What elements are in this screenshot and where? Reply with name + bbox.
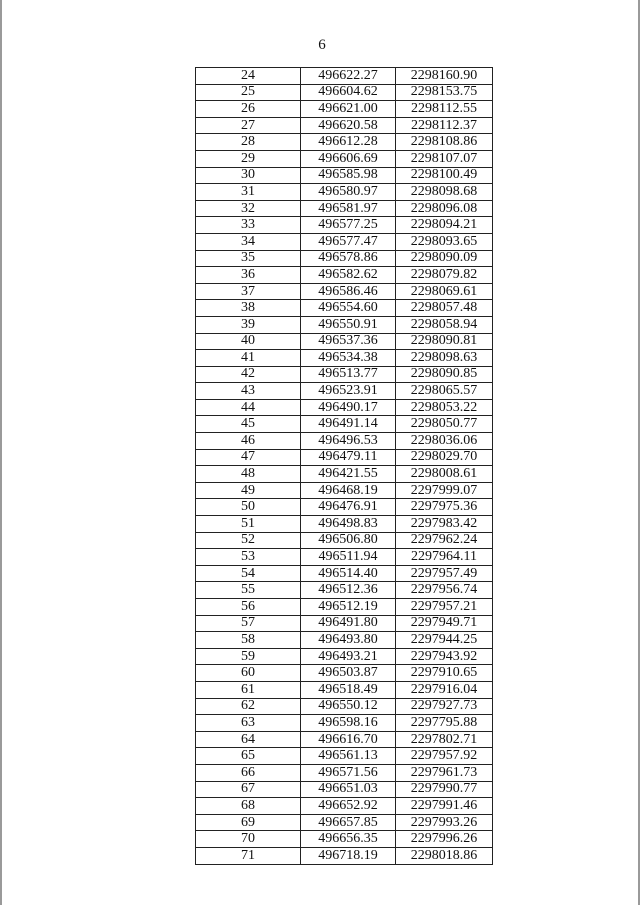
y-coordinate-cell: 2297962.24: [396, 532, 493, 549]
y-coordinate-cell: 2298093.65: [396, 233, 493, 250]
x-coordinate-cell: 496468.19: [301, 482, 396, 499]
x-coordinate-cell: 496581.97: [301, 200, 396, 217]
table-row: [196, 399, 493, 416]
y-coordinate-cell: 2298058.94: [396, 316, 493, 333]
point-number-cell: 61: [196, 681, 301, 698]
table-row: [196, 449, 493, 466]
x-coordinate-cell: 496616.70: [301, 731, 396, 748]
x-coordinate-cell: 496491.80: [301, 615, 396, 632]
y-coordinate-cell: 2298090.09: [396, 250, 493, 267]
table-row: [196, 267, 493, 284]
y-coordinate-cell: 2298053.22: [396, 399, 493, 416]
y-coordinate-cell: 2298153.75: [396, 84, 493, 101]
table-row: [196, 184, 493, 201]
x-coordinate-cell: 496585.98: [301, 167, 396, 184]
table-row: [196, 599, 493, 616]
y-coordinate-cell: 2297983.42: [396, 516, 493, 533]
x-coordinate-cell: 496534.38: [301, 350, 396, 367]
point-number-cell: 45: [196, 416, 301, 433]
x-coordinate-cell: 496561.13: [301, 748, 396, 765]
y-coordinate-cell: 2298079.82: [396, 267, 493, 284]
table-row: [196, 731, 493, 748]
table-row: [196, 350, 493, 367]
y-coordinate-cell: 2298100.49: [396, 167, 493, 184]
point-number-cell: 56: [196, 599, 301, 616]
table-row: [196, 84, 493, 101]
table-row: [196, 532, 493, 549]
x-coordinate-cell: 496503.87: [301, 665, 396, 682]
x-coordinate-cell: 496512.19: [301, 599, 396, 616]
point-number-cell: 27: [196, 117, 301, 134]
y-coordinate-cell: 2297957.49: [396, 565, 493, 582]
y-coordinate-cell: 2298008.61: [396, 466, 493, 483]
y-coordinate-cell: 2298057.48: [396, 300, 493, 317]
y-coordinate-cell: 2297943.92: [396, 648, 493, 665]
x-coordinate-cell: 496550.12: [301, 698, 396, 715]
y-coordinate-cell: 2298036.06: [396, 433, 493, 450]
table-row: [196, 300, 493, 317]
x-coordinate-cell: 496571.56: [301, 764, 396, 781]
table-row: [196, 117, 493, 134]
y-coordinate-cell: 2297956.74: [396, 582, 493, 599]
y-coordinate-cell: 2297990.77: [396, 781, 493, 798]
y-coordinate-cell: 2297975.36: [396, 499, 493, 516]
table-row: [196, 233, 493, 250]
point-number-cell: 43: [196, 383, 301, 400]
table-row: [196, 466, 493, 483]
y-coordinate-cell: 2298108.86: [396, 134, 493, 151]
y-coordinate-cell: 2298029.70: [396, 449, 493, 466]
x-coordinate-cell: 496598.16: [301, 715, 396, 732]
page-number: 6: [318, 37, 326, 53]
point-number-cell: 44: [196, 399, 301, 416]
point-number-cell: 50: [196, 499, 301, 516]
x-coordinate-cell: 496523.91: [301, 383, 396, 400]
table-row: [196, 632, 493, 649]
table-row: [196, 665, 493, 682]
table-row: [196, 748, 493, 765]
y-coordinate-cell: 2298107.07: [396, 150, 493, 167]
table-row: [196, 814, 493, 831]
x-coordinate-cell: 496657.85: [301, 814, 396, 831]
point-number-cell: 57: [196, 615, 301, 632]
y-coordinate-cell: 2298094.21: [396, 217, 493, 234]
point-number-cell: 41: [196, 350, 301, 367]
y-coordinate-cell: 2297927.73: [396, 698, 493, 715]
table-row: [196, 648, 493, 665]
point-number-cell: 49: [196, 482, 301, 499]
x-coordinate-cell: 496512.36: [301, 582, 396, 599]
point-number-cell: 60: [196, 665, 301, 682]
x-coordinate-cell: 496476.91: [301, 499, 396, 516]
y-coordinate-cell: 2297795.88: [396, 715, 493, 732]
y-coordinate-cell: 2298090.85: [396, 366, 493, 383]
point-number-cell: 48: [196, 466, 301, 483]
x-coordinate-cell: 496656.35: [301, 831, 396, 848]
point-number-cell: 29: [196, 150, 301, 167]
x-coordinate-cell: 496506.80: [301, 532, 396, 549]
point-number-cell: 42: [196, 366, 301, 383]
point-number-cell: 54: [196, 565, 301, 582]
table-row: [196, 416, 493, 433]
point-number-cell: 28: [196, 134, 301, 151]
point-number-cell: 36: [196, 267, 301, 284]
x-coordinate-cell: 496513.77: [301, 366, 396, 383]
point-number-cell: 32: [196, 200, 301, 217]
table-row: [196, 681, 493, 698]
y-coordinate-cell: 2298098.63: [396, 350, 493, 367]
table-row: [196, 516, 493, 533]
y-coordinate-cell: 2297996.26: [396, 831, 493, 848]
point-number-cell: 55: [196, 582, 301, 599]
table-row: [196, 499, 493, 516]
table-row: [196, 615, 493, 632]
y-coordinate-cell: 2297961.73: [396, 764, 493, 781]
y-coordinate-cell: 2297949.71: [396, 615, 493, 632]
x-coordinate-cell: 496491.14: [301, 416, 396, 433]
coordinates-table: [195, 67, 493, 865]
y-coordinate-cell: 2297944.25: [396, 632, 493, 649]
table-row: [196, 847, 493, 864]
point-number-cell: 30: [196, 167, 301, 184]
table-row: [196, 549, 493, 566]
y-coordinate-cell: 2297957.21: [396, 599, 493, 616]
point-number-cell: 70: [196, 831, 301, 848]
point-number-cell: 53: [196, 549, 301, 566]
y-coordinate-cell: 2298098.68: [396, 184, 493, 201]
y-coordinate-cell: 2298069.61: [396, 283, 493, 300]
table-row: [196, 383, 493, 400]
table-row: [196, 582, 493, 599]
y-coordinate-cell: 2297964.11: [396, 549, 493, 566]
x-coordinate-cell: 496620.58: [301, 117, 396, 134]
x-coordinate-cell: 496578.86: [301, 250, 396, 267]
table-row: [196, 101, 493, 118]
y-coordinate-cell: 2297957.92: [396, 748, 493, 765]
x-coordinate-cell: 496490.17: [301, 399, 396, 416]
x-coordinate-cell: 496550.91: [301, 316, 396, 333]
table-row: [196, 150, 493, 167]
table-row: [196, 68, 493, 85]
point-number-cell: 47: [196, 449, 301, 466]
table-row: [196, 250, 493, 267]
x-coordinate-cell: 496479.11: [301, 449, 396, 466]
y-coordinate-cell: 2298090.81: [396, 333, 493, 350]
table-row: [196, 333, 493, 350]
y-coordinate-cell: 2297999.07: [396, 482, 493, 499]
point-number-cell: 34: [196, 233, 301, 250]
x-coordinate-cell: 496421.55: [301, 466, 396, 483]
point-number-cell: 33: [196, 217, 301, 234]
x-coordinate-cell: 496651.03: [301, 781, 396, 798]
point-number-cell: 24: [196, 68, 301, 85]
x-coordinate-cell: 496604.62: [301, 84, 396, 101]
table-row: [196, 433, 493, 450]
x-coordinate-cell: 496493.21: [301, 648, 396, 665]
table-row: [196, 167, 493, 184]
table-row: [196, 200, 493, 217]
point-number-cell: 35: [196, 250, 301, 267]
y-coordinate-cell: 2298018.86: [396, 847, 493, 864]
point-number-cell: 71: [196, 847, 301, 864]
point-number-cell: 59: [196, 648, 301, 665]
point-number-cell: 38: [196, 300, 301, 317]
point-number-cell: 63: [196, 715, 301, 732]
table-row: [196, 217, 493, 234]
x-coordinate-cell: 496498.83: [301, 516, 396, 533]
y-coordinate-cell: 2298160.90: [396, 68, 493, 85]
point-number-cell: 37: [196, 283, 301, 300]
x-coordinate-cell: 496582.62: [301, 267, 396, 284]
x-coordinate-cell: 496580.97: [301, 184, 396, 201]
table-row: [196, 698, 493, 715]
point-number-cell: 65: [196, 748, 301, 765]
x-coordinate-cell: 496606.69: [301, 150, 396, 167]
point-number-cell: 51: [196, 516, 301, 533]
x-coordinate-cell: 496577.47: [301, 233, 396, 250]
table-row: [196, 366, 493, 383]
point-number-cell: 46: [196, 433, 301, 450]
point-number-cell: 69: [196, 814, 301, 831]
x-coordinate-cell: 496518.49: [301, 681, 396, 698]
point-number-cell: 66: [196, 764, 301, 781]
point-number-cell: 26: [196, 101, 301, 118]
y-coordinate-cell: 2297910.65: [396, 665, 493, 682]
table-row: [196, 715, 493, 732]
table-row: [196, 316, 493, 333]
x-coordinate-cell: 496537.36: [301, 333, 396, 350]
point-number-cell: 68: [196, 798, 301, 815]
point-number-cell: 39: [196, 316, 301, 333]
y-coordinate-cell: 2298065.57: [396, 383, 493, 400]
x-coordinate-cell: 496652.92: [301, 798, 396, 815]
x-coordinate-cell: 496496.53: [301, 433, 396, 450]
x-coordinate-cell: 496493.80: [301, 632, 396, 649]
y-coordinate-cell: 2297991.46: [396, 798, 493, 815]
table-row: [196, 482, 493, 499]
point-number-cell: 64: [196, 731, 301, 748]
y-coordinate-cell: 2297916.04: [396, 681, 493, 698]
x-coordinate-cell: 496718.19: [301, 847, 396, 864]
table-row: [196, 831, 493, 848]
y-coordinate-cell: 2298050.77: [396, 416, 493, 433]
y-coordinate-cell: 2297802.71: [396, 731, 493, 748]
y-coordinate-cell: 2298112.37: [396, 117, 493, 134]
x-coordinate-cell: 496621.00: [301, 101, 396, 118]
x-coordinate-cell: 496612.28: [301, 134, 396, 151]
table-row: [196, 798, 493, 815]
y-coordinate-cell: 2298096.08: [396, 200, 493, 217]
point-number-cell: 58: [196, 632, 301, 649]
x-coordinate-cell: 496622.27: [301, 68, 396, 85]
table-row: [196, 781, 493, 798]
table-row: [196, 134, 493, 151]
y-coordinate-cell: 2298112.55: [396, 101, 493, 118]
point-number-cell: 31: [196, 184, 301, 201]
y-coordinate-cell: 2297993.26: [396, 814, 493, 831]
table-row: [196, 283, 493, 300]
point-number-cell: 40: [196, 333, 301, 350]
x-coordinate-cell: 496514.40: [301, 565, 396, 582]
x-coordinate-cell: 496554.60: [301, 300, 396, 317]
point-number-cell: 25: [196, 84, 301, 101]
table-row: [196, 565, 493, 582]
coordinates-table-body: [196, 68, 493, 865]
x-coordinate-cell: 496511.94: [301, 549, 396, 566]
x-coordinate-cell: 496586.46: [301, 283, 396, 300]
point-number-cell: 62: [196, 698, 301, 715]
x-coordinate-cell: 496577.25: [301, 217, 396, 234]
table-row: [196, 764, 493, 781]
point-number-cell: 52: [196, 532, 301, 549]
point-number-cell: 67: [196, 781, 301, 798]
